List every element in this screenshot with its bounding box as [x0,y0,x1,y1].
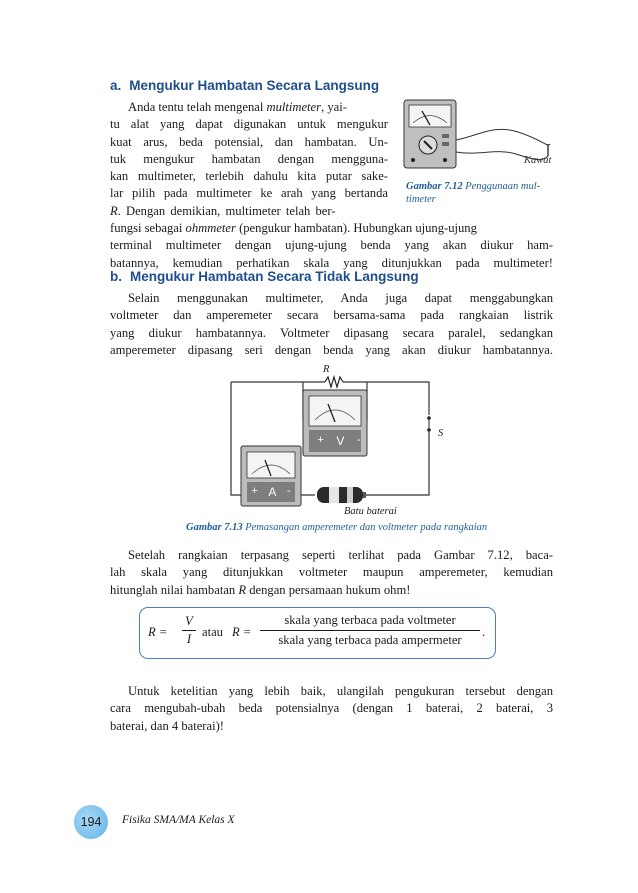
para-line: tu alat yang dapat digunakan untuk mengukur [110,117,388,132]
page-number-badge [74,805,108,839]
figure-number: Gambar 7.12 [406,181,463,192]
formula-box [139,607,496,659]
fraction-numerator: skala yang terbaca pada voltmeter [284,613,456,627]
paragraph-3 [110,683,553,735]
minus-sign: - [287,485,291,497]
para-line: fungsi sebagai ohmmeter (pengukur hambatan). Hubungkan ujung-ujung [110,221,477,235]
section-a-title: Mengukur Hambatan Secara Langsung [129,78,380,93]
battery-label: Batu baterai [344,506,397,517]
section-b-title: Mengukur Hambatan Secara Tidak Langsung [130,269,419,284]
footer-book-title: Fisika SMA/MA Kelas X [122,814,235,826]
plus-sign: + [251,485,258,497]
formula-atau: atau [202,625,223,639]
italic-term: multimeter [266,100,322,114]
para-line: tuk mengukur hambatan dengan mengguna- [110,151,388,166]
label-r: R [323,364,330,375]
para-line: Setelah rangkaian terpasang seperti terlihat pada Gambar 7.12, baca- [128,548,553,562]
figure-7-13-caption: Gambar 7.13 Pemasangan amperemeter dan voltmeter pada rangkaian [186,522,488,533]
fraction-denominator: skala yang terbaca pada ampermeter [278,633,462,647]
paragraph-2 [110,547,553,599]
para-line: yang diukur hambatannya. Voltmeter dipasang secara paralel, sedangkan [110,325,553,340]
section-a-paragraph [110,99,388,220]
para-line: baterai, dan 4 baterai)! [110,718,224,733]
figure-number: Gambar 7.13 [186,522,243,533]
para-line: Anda tentu telah mengenal multimeter, yai- [128,100,347,114]
para-line: voltmeter dan amperemeter secara bersama-sama pada rangkaian listrik [110,308,553,323]
para-line: hitunglah nilai hambatan R dengan persamaan hukum ohm! [110,582,411,597]
section-b-letter: b. [110,269,122,284]
amperemeter-label: A [268,485,277,499]
fraction-denominator: I [186,632,192,646]
para-line: kuat arus, beda potensial, dan hambatan. Un- [110,134,388,149]
variable-r: R [238,582,247,597]
para-line: batannya, kemudian perhatikan skala yang ditunjukkan pada multimeter! [110,255,553,270]
figure-7-12-caption: Gambar 7.12 Penggunaan mul- timeter [406,181,541,205]
variable-r: R [110,203,118,218]
italic-term: ohmmeter [185,221,236,235]
fraction-numerator: V [185,614,193,628]
section-b-paragraph [110,290,553,359]
section-a-paragraph-full [110,220,553,272]
fraction-scale [260,613,480,648]
probe-wire-top [456,129,550,145]
formula-lhs: R = [148,625,168,639]
para-line: amperemeter dipasang seri dengan benda yang akan diukur hambatannya. [110,342,553,357]
voltmeter-label: V [336,434,345,448]
section-b-heading [110,269,419,284]
section-a-heading [110,78,379,93]
voltmeter-terminals [311,434,367,448]
para-line: Untuk ketelitian yang lebih baik, ulangilah pengukuran tersebut dengan [128,684,553,698]
para-line: lah skala yang ditunjukkan voltmeter maupun amperemeter, kemudian [110,565,553,580]
para-line: kan multimeter, terlebih dahulu kita putar sake- [110,169,388,184]
section-a-letter: a. [110,78,122,93]
plus-sign: + [317,434,324,446]
wire-label: Kawat [524,155,552,166]
para-line: cara mengubah-ubah beda potensialnya (dengan 1 baterai, 2 baterai, 3 [110,701,553,716]
fraction-v-over-i [182,614,196,647]
page-number: 194 [80,815,102,829]
formula-lhs-2: R = [232,625,252,639]
para-line: lar pilih pada multimeter ke arah yang bertanda [110,186,388,201]
label-s: S [438,428,444,439]
formula-end: . [482,625,486,639]
minus-sign: - [357,434,361,446]
amperemeter-terminals [246,485,296,499]
battery-icon [317,487,366,503]
para-line: terminal multimeter dengan ujung-ujung benda yang akan diukur ham- [110,238,553,253]
resistor-icon [325,377,343,387]
para-line: R. Dengan demikian, multimeter telah ber- [110,203,336,218]
para-line: Selain menggunakan multimeter, Anda juga dapat menggabungkan [128,291,553,305]
